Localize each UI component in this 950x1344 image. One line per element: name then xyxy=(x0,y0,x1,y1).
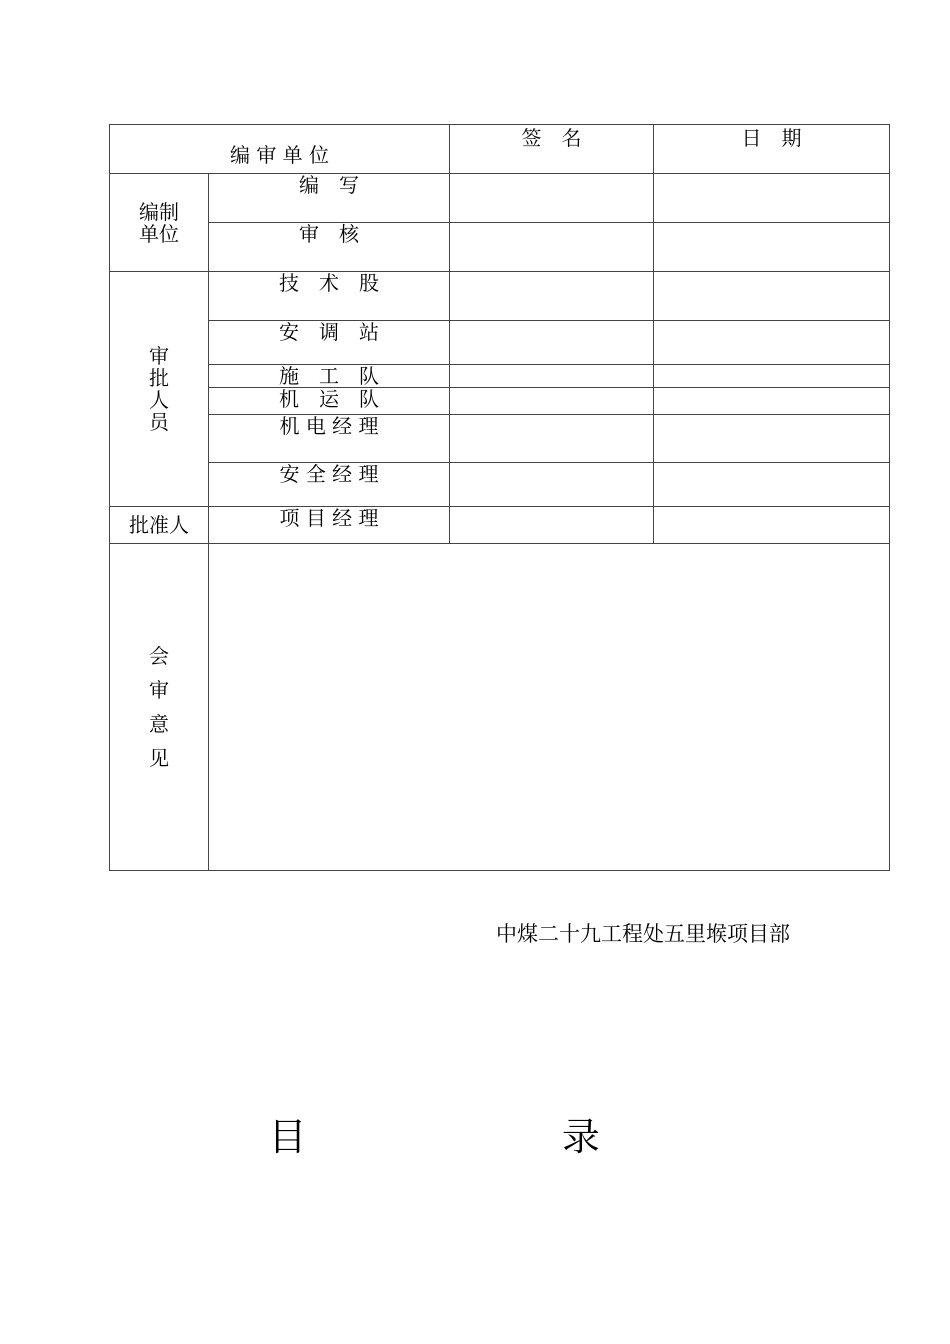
approval-role: 施 工 队 xyxy=(209,365,450,388)
approval-label-char: 员 xyxy=(149,410,169,434)
signature-cell[interactable] xyxy=(450,272,654,321)
header-row xyxy=(110,125,890,174)
signature-cell[interactable] xyxy=(450,415,654,463)
compile-row-review xyxy=(110,223,890,272)
approver-row xyxy=(110,507,890,544)
approval-label-char: 批 xyxy=(149,366,169,390)
date-cell[interactable] xyxy=(654,507,890,544)
date-cell[interactable] xyxy=(654,365,890,388)
opinion-label-char: 意 xyxy=(149,712,169,736)
approval-row xyxy=(110,463,890,507)
opinion-label-char: 会 xyxy=(149,644,169,668)
compile-group-label xyxy=(110,174,209,272)
compile-role-review: 审 核 xyxy=(209,223,450,272)
approval-row xyxy=(110,321,890,365)
approval-row xyxy=(110,388,890,415)
approval-row xyxy=(110,272,890,321)
opinion-row xyxy=(110,544,890,871)
approval-role: 安 全 经 理 xyxy=(209,463,450,507)
signature-cell[interactable] xyxy=(450,174,654,223)
approver-role: 项 目 经 理 xyxy=(209,507,450,544)
compile-role-write: 编 写 xyxy=(209,174,450,223)
header-sign: 签 名 xyxy=(450,125,654,174)
opinion-content-cell[interactable] xyxy=(209,544,890,871)
signature-cell[interactable] xyxy=(450,321,654,365)
date-cell[interactable] xyxy=(654,321,890,365)
compile-label-line2: 单位 xyxy=(139,221,179,246)
signature-cell[interactable] xyxy=(450,507,654,544)
date-cell[interactable] xyxy=(654,272,890,321)
approval-role: 安 调 站 xyxy=(209,321,450,365)
review-form xyxy=(109,124,889,870)
compile-row-write xyxy=(110,174,890,223)
date-cell[interactable] xyxy=(654,223,890,272)
signature-cell[interactable] xyxy=(450,463,654,507)
approver-label: 批准人 xyxy=(110,507,209,544)
approval-role: 技 术 股 xyxy=(209,272,450,321)
approval-group-label xyxy=(110,272,209,507)
date-cell[interactable] xyxy=(654,415,890,463)
compile-label-line1: 编制 xyxy=(139,199,179,224)
toc-title: 目 录 xyxy=(268,1115,722,1159)
opinion-label-char: 审 xyxy=(149,678,169,702)
date-cell[interactable] xyxy=(654,463,890,507)
opinion-label-char: 见 xyxy=(149,746,169,770)
signature-cell[interactable] xyxy=(450,388,654,415)
date-cell[interactable] xyxy=(654,388,890,415)
header-unit: 编 审 单 位 xyxy=(110,125,450,174)
approval-role: 机 电 经 理 xyxy=(209,415,450,463)
approval-row xyxy=(110,365,890,388)
opinion-label xyxy=(110,544,209,871)
approval-role: 机 运 队 xyxy=(209,388,450,415)
approval-row xyxy=(110,415,890,463)
approval-label-char: 审 xyxy=(149,344,169,368)
review-table xyxy=(109,124,890,871)
signature-cell[interactable] xyxy=(450,223,654,272)
signature-cell[interactable] xyxy=(450,365,654,388)
date-cell[interactable] xyxy=(654,174,890,223)
approval-label-char: 人 xyxy=(149,388,169,412)
footer-organization: 中煤二十九工程处五里堠项目部 xyxy=(496,922,790,946)
header-date: 日 期 xyxy=(654,125,890,174)
